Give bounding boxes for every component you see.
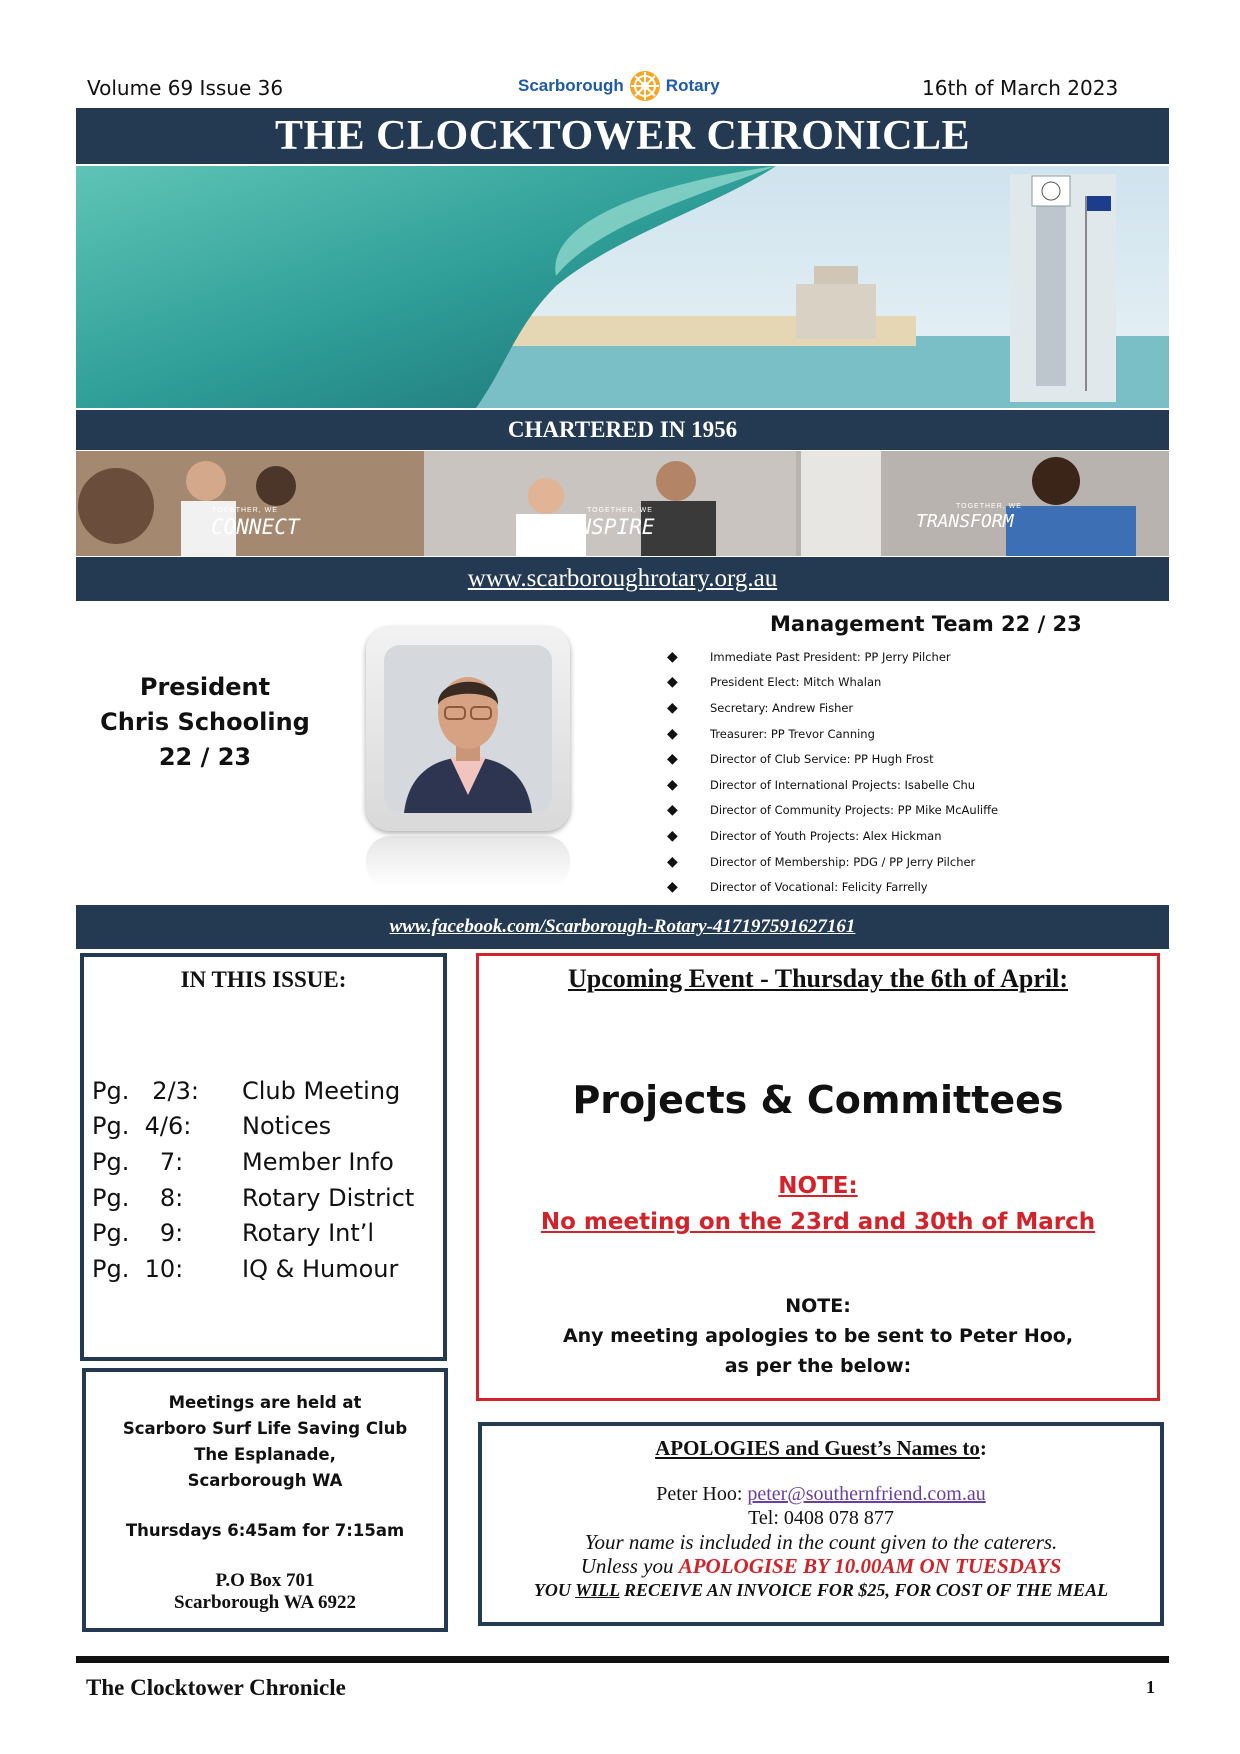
- meetings-street: The Esplanade,: [194, 1445, 336, 1464]
- event-note-text: No meeting on the 23rd and 30th of March: [540, 1209, 1096, 1235]
- issue-list: [92, 1073, 432, 1287]
- list-item: ◆ President Elect: Mitch Whalan: [664, 670, 1124, 696]
- president-photo-frame: [366, 627, 570, 831]
- list-item: ◆ Director of Membership: PDG / PP Jerry Pilcher: [664, 849, 1124, 875]
- apologies-note-label: NOTE:: [785, 1295, 851, 1317]
- masthead-title: THE CLOCKTOWER CHRONICLE: [76, 108, 1169, 164]
- apologies-box: [478, 1422, 1164, 1626]
- diamond-bullet-icon: ◆: [667, 802, 678, 819]
- apologies-email-link[interactable]: peter@southernfriend.com.au: [747, 1483, 986, 1505]
- po-box: P.O Box 701: [215, 1570, 315, 1591]
- po-box-city: Scarborough WA 6922: [174, 1592, 356, 1613]
- meetings-box: [82, 1368, 448, 1632]
- apologies-line1: Your name is included in the count given to the caterers.: [584, 1530, 1058, 1554]
- website-link[interactable]: www.scarboroughrotary.org.au: [76, 557, 1169, 601]
- issue-date: 16th of March 2023: [922, 76, 1119, 100]
- list-item: ◆ Director of Vocational: Felicity Farrelly: [664, 874, 1124, 900]
- issue-row: Pg. 8: Rotary District: [92, 1183, 415, 1212]
- panel-word-inspire: INSPIRE: [566, 515, 655, 539]
- management-title: Management Team 22 / 23: [770, 612, 1082, 636]
- list-item: ◆ Director of Club Service: PP Hugh Frost: [664, 746, 1124, 772]
- issue-row: Pg. 7: Member Info: [92, 1147, 394, 1176]
- event-title: Projects & Committees: [572, 1078, 1064, 1122]
- panel-tag-transform: TOGETHER, WE: [956, 503, 1022, 510]
- event-note: [479, 1168, 1157, 1240]
- diamond-bullet-icon: ◆: [667, 827, 678, 844]
- apologies-note: [479, 1291, 1157, 1381]
- values-strip: [76, 451, 1169, 556]
- photo-reflection: [366, 836, 570, 888]
- issue-row: Pg. 2/3: Club Meeting: [92, 1076, 401, 1105]
- president-label: President: [139, 673, 271, 701]
- in-this-issue-title: IN THIS ISSUE:: [180, 967, 347, 992]
- event-note-label: NOTE:: [778, 1173, 858, 1199]
- rotary-wheel-icon: [628, 69, 662, 103]
- list-item: ◆ Secretary: Andrew Fisher: [664, 695, 1124, 721]
- panel-tag-connect: TOGETHER, WE: [212, 507, 278, 514]
- issue-row: Pg. 10: IQ & Humour: [92, 1254, 399, 1283]
- apologies-line2: Unless you APOLOGISE BY 10.00AM ON TUESDAYS: [580, 1554, 1062, 1578]
- list-item: ◆ Director of Community Projects: PP Mike McAuliffe: [664, 798, 1124, 824]
- meetings-suburb: Scarborough WA: [187, 1471, 343, 1490]
- panel-tag-inspire: TOGETHER, WE: [587, 507, 653, 514]
- president-photo: [384, 645, 552, 813]
- diamond-bullet-icon: ◆: [667, 699, 678, 716]
- apologies-contact: Peter Hoo: peter@southernfriend.com.au: [656, 1483, 986, 1505]
- apologies-note-line1: Any meeting apologies to be sent to Peter Hoo,: [562, 1325, 1074, 1347]
- apologies-note-line2: as per the below:: [724, 1355, 912, 1377]
- volume-issue: Volume 69 Issue 36: [87, 76, 284, 100]
- diamond-bullet-icon: ◆: [667, 674, 678, 691]
- event-heading: Upcoming Event - Thursday the 6th of April:: [567, 964, 1069, 993]
- president-block: [95, 670, 315, 775]
- diamond-bullet-icon: ◆: [667, 648, 678, 665]
- logo-text-right: Rotary: [665, 76, 720, 95]
- page-number: 1: [1146, 1677, 1155, 1697]
- meetings-line1: Meetings are held at: [168, 1393, 362, 1412]
- list-item: ◆ Director of Youth Projects: Alex Hickman: [664, 823, 1124, 849]
- apologies-heading: APOLOGIES and Guest’s Names to:: [655, 1436, 987, 1460]
- management-list: [664, 644, 1124, 900]
- list-item: ◆ Immediate Past President: PP Jerry Pilcher: [664, 644, 1124, 670]
- meetings-venue: Scarboro Surf Life Saving Club: [122, 1419, 408, 1438]
- logo-text-left: Scarborough: [518, 76, 624, 95]
- diamond-bullet-icon: ◆: [667, 751, 678, 768]
- footer-rule: [76, 1656, 1169, 1663]
- rotary-logo: [518, 68, 720, 104]
- hero-image: [76, 166, 1169, 408]
- diamond-bullet-icon: ◆: [667, 725, 678, 742]
- president-term: 22 / 23: [158, 743, 252, 771]
- list-item: ◆ Treasurer: PP Trevor Canning: [664, 721, 1124, 747]
- apologies-tel: Tel: 0408 078 877: [748, 1507, 894, 1529]
- president-name: Chris Schooling: [100, 708, 310, 736]
- panel-word-connect: CONNECT: [211, 515, 300, 539]
- apologies-line3: YOU WILL RECEIVE AN INVOICE FOR $25, FOR COST OF THE MEAL: [533, 1580, 1109, 1600]
- upcoming-event-box: [476, 953, 1160, 1401]
- diamond-bullet-icon: ◆: [667, 879, 678, 896]
- issue-row: Pg. 4/6: Notices: [92, 1112, 332, 1141]
- diamond-bullet-icon: ◆: [667, 853, 678, 870]
- issue-row: Pg. 9: Rotary Int’l: [92, 1219, 375, 1248]
- chartered-band: CHARTERED IN 1956: [76, 410, 1169, 450]
- panel-word-transform: TRANSFORM: [916, 511, 1014, 532]
- diamond-bullet-icon: ◆: [667, 776, 678, 793]
- facebook-link[interactable]: www.facebook.com/Scarborough-Rotary-417197591627161: [76, 905, 1169, 949]
- apologies-body: [482, 1482, 1160, 1602]
- meetings-time: Thursdays 6:45am for 7:15am: [125, 1521, 405, 1540]
- in-this-issue-box: [80, 953, 447, 1361]
- list-item: ◆ Director of International Projects: Isabelle Chu: [664, 772, 1124, 798]
- footer-title: The Clocktower Chronicle: [86, 1675, 346, 1700]
